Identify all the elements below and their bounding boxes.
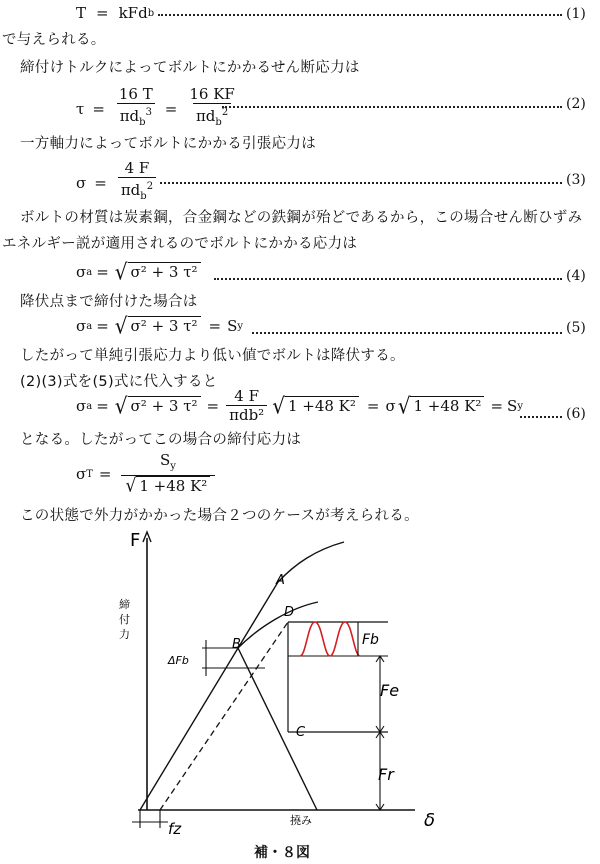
- label-fr: Fr: [378, 765, 394, 784]
- eq4-sqrt: √ σ² + 3 τ²: [115, 262, 201, 282]
- eq7-num: S: [159, 451, 171, 469]
- text-line-6: 降伏点まで締付けた場合は: [20, 294, 198, 310]
- eq6-mid: σ: [385, 397, 396, 415]
- figure-caption: 補・８図: [254, 845, 310, 861]
- text-line-2: 締付けトルクによってボルトにかかるせん断応力は: [20, 60, 360, 76]
- eq6-rhs: S: [507, 397, 518, 415]
- equation-3: σ = $\frac{4 F}{\pi d_b^2}$: [76, 160, 159, 206]
- text-line-4: ボルトの材質は炭素鋼，合金鋼などの鉄鋼が殆どであるから，この場合せん断ひずみ: [20, 210, 583, 226]
- eq2-f1-num: 16 T: [118, 85, 153, 103]
- text-line-8: (2)(3)式を(5)式に代入すると: [20, 374, 218, 390]
- equation-1: T = kFd b: [76, 4, 155, 22]
- alternating-load-wave: [300, 622, 360, 656]
- label-fz: fz: [168, 820, 182, 838]
- eq3-leader-dots: [160, 180, 562, 184]
- label-fb: Fb: [362, 632, 379, 648]
- shifted-bolt-line: [160, 622, 288, 810]
- eq2-f2-den: πd: [195, 107, 216, 125]
- text-line-1: で与えられる。: [2, 32, 106, 48]
- equation-2: τ = $\frac{16 T}{\pi d_b^3}$ = $\frac{16 KF}{\pi d_b^2}$: [76, 86, 241, 132]
- eq2-f2-num: 16 KF: [189, 85, 235, 103]
- x-axis-symbol: δ: [424, 810, 436, 831]
- eq4-radicand: σ² + 3 τ²: [128, 262, 201, 282]
- eq4-number: (4): [566, 268, 586, 284]
- eq5-sqrt: √ σ² + 3 τ²: [115, 316, 201, 336]
- bolt-curve-A: [140, 542, 344, 810]
- eq7-den-radicand: 1 +48 K²: [136, 476, 210, 496]
- point-A: A: [276, 573, 285, 588]
- eq6-sqrt-1: √ σ² + 3 τ²: [115, 396, 201, 416]
- text-line-3: 一方軸力によってボルトにかかる引張応力は: [20, 136, 316, 152]
- eq7-fraction: [121, 452, 216, 496]
- eq1-lhs: T: [76, 4, 87, 22]
- eq3-den-sub: b: [140, 191, 147, 202]
- equation-7: σ T = $S_y$ √ 1 +48 K²: [76, 452, 218, 496]
- eq6-sqrt-3: √ 1 +48 K²: [398, 396, 485, 416]
- eq2-f2-den-sup: 2: [221, 107, 229, 118]
- eq6-number: (6): [566, 406, 586, 422]
- eq1-number: (1): [566, 6, 586, 22]
- eq6-radicand-3: 1 +48 K²: [410, 396, 484, 416]
- eq7-sqrt: √ 1 +48 K²: [126, 476, 211, 496]
- eq2-fraction-1: [116, 86, 156, 132]
- eq4-leader-dots: [214, 276, 562, 280]
- force-deflection-diagram: [110, 528, 550, 840]
- eq6-lhs: σ: [76, 397, 87, 415]
- label-dfb: ΔFb: [168, 654, 189, 667]
- eq2-f1-den-sup: 3: [145, 107, 152, 118]
- eq2-f1-den: πd: [119, 107, 140, 125]
- eq7-lhs: σ: [76, 465, 87, 483]
- text-line-10: この状態で外力がかかった場合２つのケースが考えられる。: [20, 508, 419, 524]
- label-fe: Fe: [380, 681, 400, 700]
- eq1-leader-dots: [158, 12, 562, 16]
- eq5-rhs: S: [227, 317, 238, 335]
- x-axis-title: 撓み: [290, 814, 312, 827]
- eq6-rhs-sub: y: [517, 400, 523, 412]
- eq3-lhs: σ: [76, 174, 87, 192]
- point-C: C: [296, 725, 306, 740]
- eq4-lhs: σ: [76, 263, 87, 281]
- eq3-number: (3): [566, 172, 586, 188]
- clamp-line: [238, 648, 317, 810]
- eq2-lhs: τ: [76, 100, 85, 118]
- eq7-lhs-sub: T: [86, 468, 93, 480]
- text-line-7: したがって単純引張応力より低い値でボルトは降伏する。: [20, 348, 405, 364]
- eq5-number: (5): [566, 320, 586, 336]
- eq6-radicand-1: σ² + 3 τ²: [128, 396, 201, 416]
- equation-6: σ a = √ σ² + 3 τ² = $\frac{4 F}{\text{πdb²}}$ √ 1 +48 K² = σ √ 1 +48 K² = S y: [76, 387, 523, 424]
- eq6-fraction: [226, 388, 267, 424]
- text-line-9: となる。したがってこの場合の締付応力は: [20, 432, 302, 448]
- point-D: D: [284, 605, 295, 620]
- y-axis-title-char-3: 力: [119, 628, 130, 641]
- eq2-leader-dots: [222, 104, 562, 108]
- eq6-radicand-2: 1 +48 K²: [285, 396, 359, 416]
- y-axis-symbol: F: [130, 530, 141, 551]
- text-line-5: エネルギー説が適用されるのでボルトにかかる応力は: [2, 236, 358, 252]
- equation-4: σ a = √ σ² + 3 τ²: [76, 262, 203, 282]
- eq3-den: πd: [120, 181, 141, 199]
- eq3-den-sup: 2: [146, 181, 154, 192]
- eq2-fraction-2: [186, 86, 237, 132]
- eq2-f2-den-sub: b: [215, 117, 222, 128]
- eq6-lhs-sub: a: [86, 400, 93, 412]
- eq7-num-sub: y: [170, 461, 176, 472]
- eq1-rhs: kFd: [118, 4, 148, 22]
- eq5-rhs-sub: y: [237, 320, 244, 332]
- eq5-lhs: σ: [76, 317, 87, 335]
- eq6-num: 4 F: [234, 387, 260, 405]
- eq3-fraction: [118, 160, 156, 206]
- eq3-num: 4 F: [124, 159, 150, 177]
- y-axis-title-char-2: 付: [119, 613, 130, 626]
- eq2-f1-den-sub: b: [139, 117, 146, 128]
- eq5-leader-dots: [252, 330, 562, 334]
- eq6-leader-dots: [520, 414, 562, 418]
- eq5-radicand: σ² + 3 τ²: [128, 316, 201, 336]
- eq2-number: (2): [566, 96, 586, 112]
- eq6-sqrt-2: √ 1 +48 K²: [272, 396, 359, 416]
- eq1-rhs-sub: b: [147, 7, 155, 19]
- eq4-lhs-sub: a: [86, 266, 93, 278]
- eq5-lhs-sub: a: [86, 320, 93, 332]
- eq6-den: πdb²: [226, 405, 267, 424]
- y-axis-title-char-1: 締: [119, 598, 130, 611]
- equation-5: σ a = √ σ² + 3 τ² = S y: [76, 312, 244, 340]
- point-B: B: [232, 637, 241, 652]
